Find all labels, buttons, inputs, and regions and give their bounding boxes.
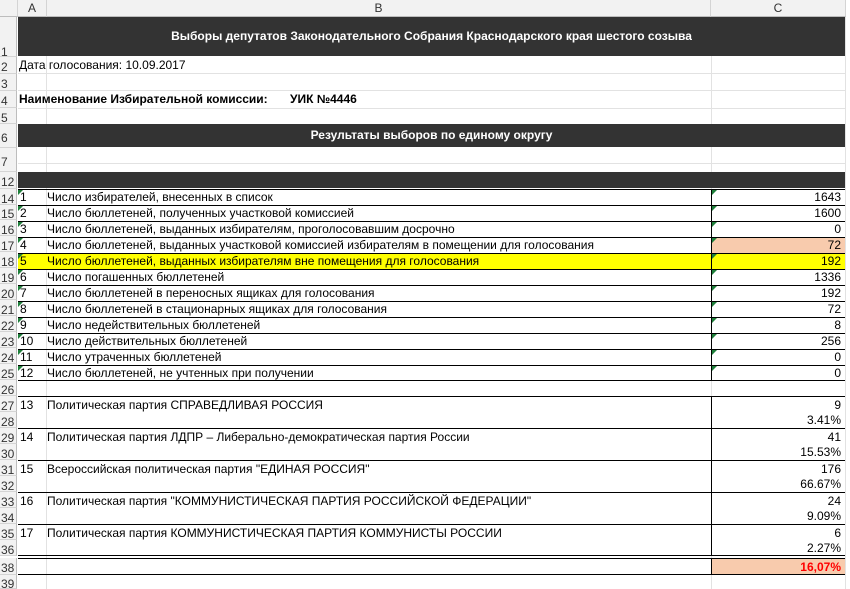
row-header[interactable]: 26 — [0, 380, 17, 396]
row-header[interactable]: 35 — [0, 524, 17, 540]
row-header[interactable]: 3 — [0, 74, 17, 91]
party-votes: 24 — [827, 494, 841, 508]
row-header[interactable]: 18 — [0, 252, 17, 268]
stat-value[interactable]: 256 — [711, 334, 845, 349]
stat-label: Число бюллетеней, выданных участковой комиссией избирателям в помещении для голосования — [47, 238, 594, 252]
stat-label-cell[interactable] — [18, 190, 711, 205]
error-indicator-icon — [712, 270, 717, 275]
stat-value[interactable]: 72 — [711, 238, 845, 253]
row-header[interactable]: 34 — [0, 508, 17, 524]
party-result-cell[interactable] — [711, 493, 845, 524]
stat-label-cell[interactable] — [18, 334, 711, 349]
table-row[interactable] — [18, 365, 845, 381]
row-header[interactable]: 1 — [0, 17, 17, 57]
stat-value[interactable]: 0 — [711, 366, 845, 380]
error-indicator-icon — [712, 238, 717, 243]
party-result-cell[interactable] — [711, 429, 845, 460]
row-header[interactable]: 38 — [0, 558, 17, 575]
party-label-cell[interactable] — [18, 525, 711, 555]
stat-label: Число погашенных бюллетеней — [47, 270, 225, 284]
party-row[interactable] — [18, 492, 845, 524]
row-header[interactable]: 27 — [0, 396, 17, 412]
column-header-a[interactable]: A — [18, 0, 47, 17]
column-header-b[interactable]: B — [47, 0, 711, 17]
error-indicator-icon — [712, 206, 717, 211]
stat-label-cell[interactable] — [18, 302, 711, 317]
party-label-cell[interactable] — [18, 397, 711, 428]
stat-label: Число бюллетеней в стационарных ящиках для голосования — [47, 302, 387, 316]
results-header-row[interactable] — [18, 124, 845, 147]
row-number: 2 — [20, 206, 27, 220]
party-percent: 9.09% — [806, 509, 841, 523]
stat-value[interactable]: 1336 — [711, 270, 845, 285]
gridline — [18, 163, 845, 164]
error-indicator-icon — [18, 222, 23, 227]
row-header[interactable]: 22 — [0, 316, 17, 332]
table-row[interactable] — [18, 285, 845, 301]
row-number: 8 — [20, 302, 27, 316]
row-number: 12 — [20, 366, 34, 380]
stat-label-cell[interactable] — [18, 206, 711, 221]
error-indicator-icon — [712, 318, 717, 323]
row-number: 3 — [20, 222, 27, 236]
table-header-band — [18, 172, 845, 188]
party-result-cell[interactable] — [711, 525, 845, 555]
row-header[interactable]: 36 — [0, 540, 17, 556]
commission-value: УИК №4446 — [290, 92, 357, 106]
voting-date: Дата голосования: 10.09.2017 — [19, 58, 186, 72]
table-row[interactable] — [18, 253, 845, 269]
row-number: 1 — [20, 190, 27, 204]
row-header[interactable]: 12 — [0, 172, 17, 189]
row-number: 17 — [20, 526, 34, 540]
stat-value[interactable]: 1600 — [711, 206, 845, 221]
stat-label: Число действительных бюллетеней — [47, 334, 248, 348]
stat-label: Число бюллетеней, выданных избирателям вне помещения для голосования — [47, 254, 480, 268]
party-row[interactable] — [18, 396, 845, 428]
commission-row[interactable] — [18, 91, 845, 108]
party-name: Политическая партия КОММУНИСТИЧЕСКАЯ ПАРТИЯ КОММУНИСТЫ РОССИИ — [47, 526, 502, 540]
error-indicator-icon — [18, 318, 23, 323]
row-header[interactable]: 20 — [0, 284, 17, 300]
row-number: 7 — [20, 286, 27, 300]
party-result-cell[interactable] — [711, 461, 845, 492]
party-name: Политическая партия СПРАВЕДЛИВАЯ РОССИЯ — [47, 398, 323, 412]
gridline — [18, 108, 845, 109]
table-row[interactable] — [18, 349, 845, 365]
stat-value[interactable]: 192 — [711, 254, 845, 269]
error-indicator-icon — [18, 190, 23, 195]
stat-label-cell[interactable] — [18, 350, 711, 365]
row-number: 14 — [20, 430, 34, 444]
row-header[interactable]: 39 — [0, 575, 17, 589]
party-label-cell[interactable] — [18, 429, 711, 460]
row-header[interactable]: 4 — [0, 91, 17, 108]
error-indicator-icon — [712, 222, 717, 227]
stat-label-cell[interactable] — [18, 254, 711, 269]
row-header[interactable]: 16 — [0, 220, 17, 236]
row-header[interactable]: 7 — [0, 148, 17, 172]
error-indicator-icon — [18, 334, 23, 339]
party-label-cell[interactable] — [18, 461, 711, 492]
row-header[interactable]: 29 — [0, 428, 17, 444]
total-row[interactable] — [18, 558, 845, 575]
error-indicator-icon — [18, 238, 23, 243]
party-row[interactable] — [18, 428, 845, 460]
party-result-cell[interactable] — [711, 397, 845, 428]
party-row[interactable] — [18, 524, 845, 556]
row-header[interactable]: 14 — [0, 189, 17, 205]
party-name: Всероссийская политическая партия "ЕДИНАЯ РОССИЯ" — [47, 462, 370, 476]
row-number: 10 — [20, 334, 34, 348]
stat-value[interactable]: 1643 — [711, 190, 845, 205]
stat-label-cell[interactable] — [18, 238, 711, 253]
row-header[interactable]: 32 — [0, 476, 17, 492]
stat-label: Число бюллетеней в переносных ящиках для голосования — [47, 286, 375, 300]
party-name: Политическая партия ЛДПР – Либерально-демократическая партия России — [47, 430, 470, 444]
row-header[interactable]: 25 — [0, 364, 17, 380]
title-row[interactable] — [18, 17, 845, 56]
stat-label-cell[interactable] — [18, 222, 711, 237]
row-header[interactable]: 17 — [0, 236, 17, 252]
error-indicator-icon — [18, 206, 23, 211]
table-row[interactable] — [18, 301, 845, 317]
stat-value[interactable]: 0 — [711, 350, 845, 365]
stat-label: Число утраченных бюллетеней — [47, 350, 222, 364]
commission-label: Наименование Избирательной комиссии: — [19, 92, 268, 106]
results-header: Результаты выборов по единому округу — [310, 128, 553, 142]
select-all-corner[interactable] — [0, 0, 18, 17]
error-indicator-icon — [712, 286, 717, 291]
error-indicator-icon — [18, 350, 23, 355]
stat-value[interactable]: 192 — [711, 286, 845, 301]
error-indicator-icon — [712, 350, 717, 355]
row-header[interactable]: 30 — [0, 444, 17, 460]
page-title: Выборы депутатов Законодательного Собрания Краснодарского края шестого созыва — [171, 29, 692, 43]
stat-label: Число бюллетеней, выданных избирателям, проголосовавшим досрочно — [47, 222, 455, 236]
row-number: 4 — [20, 238, 27, 252]
party-percent: 3.41% — [806, 413, 841, 427]
table-row[interactable] — [18, 237, 845, 253]
error-indicator-icon — [18, 366, 23, 371]
row-header[interactable]: 21 — [0, 300, 17, 316]
party-row[interactable] — [18, 460, 845, 492]
stat-label: Число избирателей, внесенных в список — [47, 190, 273, 204]
stat-label-cell[interactable] — [18, 286, 711, 301]
gridline — [845, 17, 846, 589]
party-votes: 176 — [820, 462, 841, 476]
error-indicator-icon — [712, 366, 717, 371]
error-indicator-icon — [712, 190, 717, 195]
table-row[interactable] — [18, 221, 845, 237]
table-row[interactable] — [18, 333, 845, 349]
table-row[interactable] — [18, 189, 845, 205]
table-row[interactable] — [18, 317, 845, 333]
row-header[interactable]: 31 — [0, 460, 17, 476]
stat-value[interactable]: 0 — [711, 222, 845, 237]
stat-label: Число недействительных бюллетеней — [47, 318, 261, 332]
row-number: 13 — [20, 398, 34, 412]
error-indicator-icon — [712, 302, 717, 307]
row-number: 16 — [20, 494, 34, 508]
error-indicator-icon — [18, 302, 23, 307]
error-indicator-icon — [712, 334, 717, 339]
row-number: 6 — [20, 270, 27, 284]
gridline — [18, 73, 845, 74]
party-votes: 41 — [827, 430, 841, 444]
party-percent: 2.27% — [806, 541, 841, 555]
party-percent: 66.67% — [800, 477, 841, 491]
row-header[interactable]: 6 — [0, 124, 17, 148]
stat-label-cell[interactable] — [18, 366, 711, 380]
row-number: 15 — [20, 462, 34, 476]
stat-value[interactable]: 8 — [711, 318, 845, 333]
stat-value[interactable]: 72 — [711, 302, 845, 317]
error-indicator-icon — [18, 286, 23, 291]
row-header[interactable]: 33 — [0, 492, 17, 508]
row-number: 9 — [20, 318, 27, 332]
party-votes: 6 — [834, 526, 841, 540]
row-header[interactable]: 5 — [0, 108, 17, 124]
row-number: 5 — [20, 254, 27, 268]
party-percent: 15.53% — [800, 445, 841, 459]
table-row[interactable] — [18, 269, 845, 285]
error-indicator-icon — [712, 254, 717, 259]
row-header[interactable]: 23 — [0, 332, 17, 348]
stat-label: Число бюллетеней, не учтенных при получении — [47, 366, 314, 380]
table-row[interactable] — [18, 205, 845, 221]
row-header[interactable]: 15 — [0, 205, 17, 220]
party-label-cell[interactable] — [18, 493, 711, 524]
error-indicator-icon — [18, 254, 23, 259]
row-number: 11 — [20, 350, 33, 364]
stat-label: Число бюллетеней, полученных участковой комиссией — [47, 206, 355, 220]
party-votes: 9 — [834, 398, 841, 412]
voting-date-row[interactable] — [18, 57, 845, 73]
stat-label-cell[interactable] — [18, 318, 711, 333]
stat-label-cell[interactable] — [18, 270, 711, 285]
row-header[interactable]: 28 — [0, 412, 17, 428]
column-header-c[interactable]: C — [711, 0, 846, 17]
row-header[interactable]: 24 — [0, 348, 17, 364]
error-indicator-icon — [18, 270, 23, 275]
row-header[interactable]: 2 — [0, 57, 17, 74]
total-value[interactable]: 16,07% — [711, 559, 845, 574]
row-header[interactable]: 19 — [0, 268, 17, 284]
party-name: Политическая партия "КОММУНИСТИЧЕСКАЯ ПАРТИЯ РОССИЙСКОЙ ФЕДЕРАЦИИ" — [47, 494, 532, 508]
